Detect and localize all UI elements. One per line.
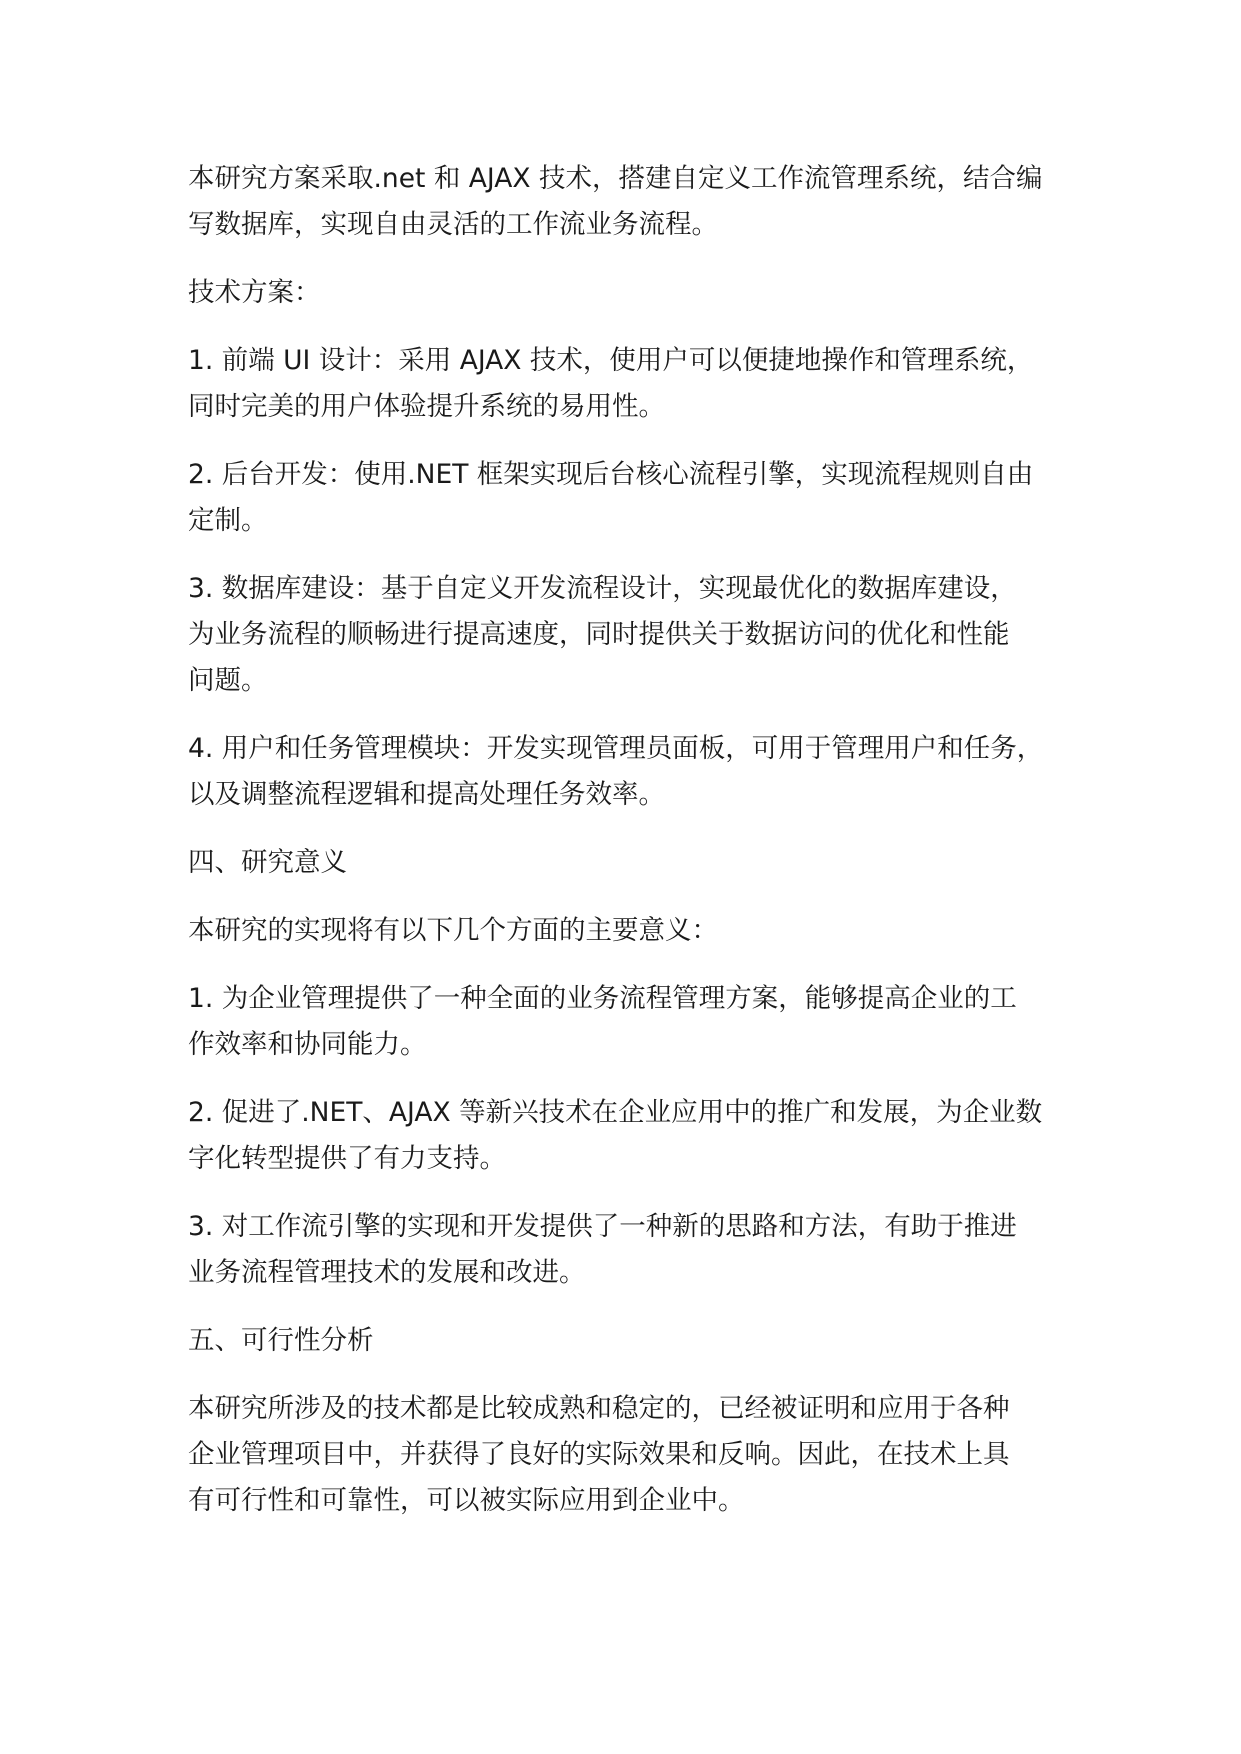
text-line: 作效率和协同能力。 xyxy=(188,1029,427,1060)
text-line: 有可行性和可靠性，可以被实际应用到企业中。 xyxy=(188,1485,745,1516)
text-line: 业务流程管理技术的发展和改进。 xyxy=(188,1257,586,1288)
text-line: 2. 后台开发：使用.NET 框架实现后台核心流程引擎，实现流程规则自由 xyxy=(188,459,1034,490)
section-heading-significance xyxy=(188,840,1088,886)
document-page xyxy=(188,156,1088,1546)
text-line: 本研究的实现将有以下几个方面的主要意义： xyxy=(188,915,718,946)
list-item-tech-4 xyxy=(188,726,1088,818)
list-item-tech-2 xyxy=(188,452,1088,544)
text-line: 五、可行性分析 xyxy=(188,1325,374,1356)
text-line: 写数据库，实现自由灵活的工作流业务流程。 xyxy=(188,209,718,240)
text-line: 3. 对工作流引擎的实现和开发提供了一种新的思路和方法，有助于推进 xyxy=(188,1211,1017,1242)
heading-tech-plan xyxy=(188,270,1088,316)
text-line: 问题。 xyxy=(188,665,268,696)
text-line: 以及调整流程逻辑和提高处理任务效率。 xyxy=(188,779,665,810)
paragraph-intro xyxy=(188,156,1088,248)
paragraph-significance-intro xyxy=(188,908,1088,954)
text-line: 4. 用户和任务管理模块：开发实现管理员面板，可用于管理用户和任务， xyxy=(188,733,1044,764)
text-line: 本研究方案采取.net 和 AJAX 技术，搭建自定义工作流管理系统，结合编 xyxy=(188,163,1043,194)
text-line: 定制。 xyxy=(188,505,268,536)
list-item-significance-2 xyxy=(188,1090,1088,1182)
text-line: 为业务流程的顺畅进行提高速度，同时提供关于数据访问的优化和性能 xyxy=(188,619,1010,650)
text-line: 1. 前端 UI 设计：采用 AJAX 技术，使用户可以便捷地操作和管理系统， xyxy=(188,345,1034,376)
list-item-tech-1 xyxy=(188,338,1088,430)
text-line: 2. 促进了.NET、AJAX 等新兴技术在企业应用中的推广和发展，为企业数 xyxy=(188,1097,1043,1128)
text-line: 同时完美的用户体验提升系统的易用性。 xyxy=(188,391,665,422)
list-item-tech-3 xyxy=(188,566,1088,704)
text-line: 技术方案： xyxy=(188,277,321,308)
text-line: 本研究所涉及的技术都是比较成熟和稳定的，已经被证明和应用于各种 xyxy=(188,1393,1010,1424)
text-line: 1. 为企业管理提供了一种全面的业务流程管理方案，能够提高企业的工 xyxy=(188,983,1017,1014)
paragraph-feasibility xyxy=(188,1386,1088,1524)
section-heading-feasibility xyxy=(188,1318,1088,1364)
list-item-significance-3 xyxy=(188,1204,1088,1296)
list-item-significance-1 xyxy=(188,976,1088,1068)
text-line: 3. 数据库建设：基于自定义开发流程设计，实现最优化的数据库建设， xyxy=(188,573,1017,604)
text-line: 字化转型提供了有力支持。 xyxy=(188,1143,506,1174)
text-line: 企业管理项目中，并获得了良好的实际效果和反响。因此，在技术上具 xyxy=(188,1439,1010,1470)
text-line: 四、研究意义 xyxy=(188,847,347,878)
